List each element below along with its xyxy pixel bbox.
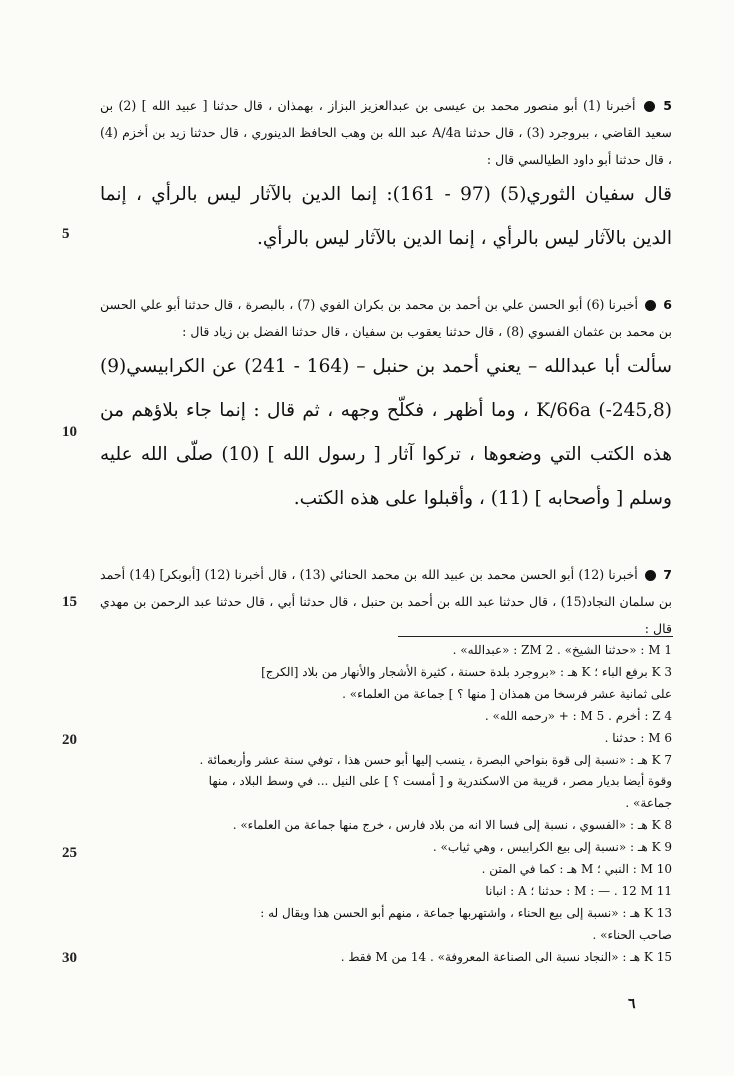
- footnote-line: 10 M : النبي ؛ M هـ : كما في المتن .: [481, 862, 672, 877]
- footnote-line: 11 M : — . 12 M : حدثنا ؛ A : انبانا: [485, 883, 672, 898]
- line-number: 15: [62, 594, 77, 610]
- paragraph-number: 6: [663, 297, 672, 312]
- footnote-line: 9 K هـ : «نسبة إلى بيع الكرابيس ، وهي ثياب» .: [432, 840, 672, 855]
- paragraph-5-isnad: [100, 92, 672, 173]
- paragraph-6-isnad: [100, 291, 672, 345]
- footnote-line: وقوة أيضا بديار مصر ، قريبة من الاسكندرية و [ أمست ؟ ] على النيل ... في وسط البلاد ، منها: [208, 774, 672, 789]
- footnote-line: 13 K هـ : «نسبة إلى بيع الحناء ، واشتهربها جماعة ، منهم أبو الحسن هذا ويقال له :: [260, 905, 672, 920]
- footnotes: [100, 640, 672, 969]
- footnote-line: 15 K هـ : «النجاد نسبة الى الصناعة المعروفة» . 14 من M فقط .: [340, 949, 672, 964]
- paragraph-5-matn: قال سفيان الثوري(5) (97 - 161): إنما الدين بالآثار ليس بالرأي ، إنما الدين بالآثار ليس بالرأي ، إنما الدين بالآثار ليس بالرأي.: [100, 184, 672, 249]
- line-number: 20: [62, 732, 77, 748]
- footnote-line: صاحب الحناء» .: [592, 927, 672, 942]
- paragraph-number: 7: [663, 567, 672, 582]
- footnote-line: 1 M : «حدثنا الشيخ» . 2 ZM : «عبدالله» .: [452, 643, 672, 657]
- footnote-line: 6 M : حدثنا .: [604, 730, 672, 745]
- line-number: 30: [62, 950, 77, 966]
- line-number: 5: [62, 226, 70, 242]
- line-number: 25: [62, 845, 77, 861]
- bullet-dot-icon: [645, 570, 656, 581]
- footnote-line: 4 Z : أخرم . 5 M : + «رحمه الله» .: [484, 708, 672, 723]
- isnad-text: أخبرنا (1) أبو منصور محمد بن عيسى بن عبدالعزيز البزاز ، بهمذان ، قال حدثنا [ عبيد الله ] (2) بن سعيد القاضي ، ببروجرد (3) ، قال حدثنا A/4a عبد الله بن وهب الحافظ الدينوري ، قال حدثنا زيد بن أخزم (4) ، قال حدثنا أبو داود الطيالسي قال :: [100, 98, 672, 167]
- paragraph-7-isnad: [100, 561, 672, 642]
- isnad-text: أخبرنا (6) أبو الحسن علي بن أحمد بن محمد بن بكران الفوي (7) ، بالبصرة ، قال حدثنا أبو علي الحسن بن محمد بن عثمان الفسوي (8) ، قال حدثنا يعقوب بن سفيان ، قال حدثنا الفضل بن زياد قال :: [100, 297, 672, 339]
- line-number: 10: [62, 424, 77, 440]
- footnote-line: جماعة» .: [625, 796, 672, 811]
- main-text: [100, 92, 672, 642]
- footnote-line: 7 K هـ : «نسبة إلى قوة بنواحي البصرة ، ينسب إليها أبو حسن هذا ، توفي سنة عشر وأربعمائة .: [199, 752, 672, 767]
- isnad-text: أخبرنا (12) أبو الحسن محمد بن عبيد الله بن محمد الحنائي (13) ، قال أخبرنا (12) [أبوبكر] (14) أحمد بن سلمان النجاد(15) ، قال حدثنا عبد الله بن أحمد بن حنبل ، قال حدثنا أبي ، قال حدثنا عبد الرحمن بن مهدي قال :: [100, 567, 673, 636]
- footnote-line: على ثمانية عشر فرسخا من همذان [ منها ؟ ] جماعة من العلماء» .: [342, 686, 672, 701]
- footnote-line: 8 K هـ : «الفسوي ، نسبة إلى فسا الا انه من بلاد فارس ، خرج منها جماعة من العلماء» .: [232, 818, 672, 833]
- bullet-dot-icon: [644, 101, 655, 112]
- page-number: ٦: [628, 996, 636, 1012]
- paragraph-number: 5: [663, 98, 672, 113]
- bullet-dot-icon: [645, 300, 656, 311]
- paragraph-6-matn: سألت أبا عبدالله – يعني أحمد بن حنبل – (164 - 241) عن الكرابيسي(9) (245,8-) K/66a ، وما أظهر ، فكلّح وجهه ، ثم قال : إنما جاء بلاؤهم من هذه الكتب التي وضعوها ، تركوا آثار [ رسول الله ] (10) صلّى الله عليه وسلم [ وأصحابه ] (11) ، وأقبلوا على هذه الكتب.: [100, 356, 673, 509]
- footnote-divider: [398, 636, 673, 637]
- footnote-line: 3 K برفع الباء ؛ K هـ : «بروجرد بلدة حسنة ، كثيرة الأشجار والأنهار من بلاد [الكرج]: [261, 664, 672, 679]
